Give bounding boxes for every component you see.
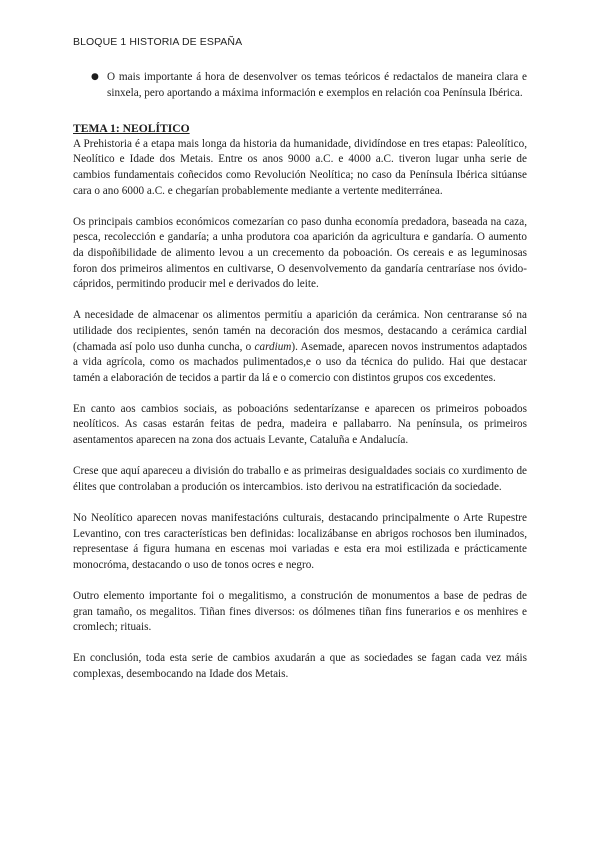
paragraph-ceramica-part1: A necesidade de almacenar os alimentos permitíu a aparición da cerámica. Non centraranse só na utilidade dos recipientes, senón tamén na decoración dos mesmos, destacando a cerámica cardial (chamada así polo uso dunha cuncha, o <box>73 309 527 353</box>
paragraph-arte-rupestre: No Neolítico aparecen novas manifestacións culturais, destacando principalmente o Arte Rupestre Levantino, con tres características ben definidas: localizábanse en abrigos rochosos ben iluminados, representase á figura humana en escenas moi variadas e esta era moi estilizada e prácticamente monocróma, destacando o uso de tonos ocres e negro. <box>73 512 527 571</box>
paragraph-cambios-economicos: Os principais cambios económicos comezarían co paso dunha economía predadora, baseada na caza, pesca, recolección e gandaría; a unha produtora coa aparición da agricultura e gandaría. O aumento da dispoñibilidade de alimento levou a un crecemento da poboación. Os cereais e as leguminosas foron dos primeiros alimentos en cultivarse, O desenvolvemento da gandaría centraríase nos óvido-cápridos, permitindo producir mel e derivados do leite. <box>73 215 527 291</box>
paragraph-megalitismo: Outro elemento importante foi o megalitismo, a construción de monumentos a base de pedras de gran tamaño, os megalitos. Tiñan fines diversos: os dólmenes tiñan fins funerarios e os menhires e cromlech; rituais. <box>73 590 527 634</box>
document-body <box>73 70 527 683</box>
paragraph-conclusion: En conclusión, toda esta serie de cambios axudarán a que as sociedades se fagan cada vez máis complexas, desembocando na Idade dos Metais. <box>73 652 527 680</box>
paragraph-prehistoria: A Prehistoria é a etapa mais longa da historia da humanidade, dividíndose en tres etapas: Paleolítico, Neolítico e Idade dos Metais. Entre os anos 9000 a.C. e 4000 a.C. tiveron lugar unha serie de cambios fundamentais coñecidos como Revolución Neolítica; no caso da Península Ibérica sitúanse cara o ano 6000 a.C. e chegarían probablemente mediante a vertente mediterránea. <box>73 137 527 197</box>
paragraph-ceramica-part2: ). Asemade, aparecen novos instrumentos adaptados a vida agrícola, como os machados pulimentados,e o uso da técnica do pulido. Hai que destacar tamén a elaboración de tecidos a partir da lá e o comercio con distintos grupos cos excedentes. <box>73 340 527 384</box>
paragraph-division-traballo: Crese que aquí apareceu a división do traballo e as primeiras desigualdades sociais co xurdimento de élites que controlaban a produción os intercambios. isto derivou na estratificación da sociedade. <box>73 465 527 493</box>
section-title: TEMA 1: NEOLÍTICO <box>73 122 190 136</box>
document-header: BLOQUE 1 HISTORIA DE ESPAÑA <box>73 36 243 48</box>
bullet-icon: ● <box>91 72 99 82</box>
cardium-term: cardium <box>254 340 292 353</box>
intro-bullet-text: O mais importante á hora de desenvolver os temas teóricos é redactalos de maneira clara e sinxela, pero aportando a máxima información e exemplos en relación coa Península Ibérica. <box>107 71 527 99</box>
paragraph-cambios-sociais: En canto aos cambios sociais, as poboacións sedentarízanse e aparecen os primeiros poboados neolíticos. As casas estarán feitas de pedra, madeira e pallabarro. Na península, os primeiros asentamentos aparecen na zona dos actuais Levante, Cataluña e Andalucía. <box>73 402 527 447</box>
paragraph-ceramica <box>73 308 527 386</box>
intro-bullet <box>73 70 527 101</box>
